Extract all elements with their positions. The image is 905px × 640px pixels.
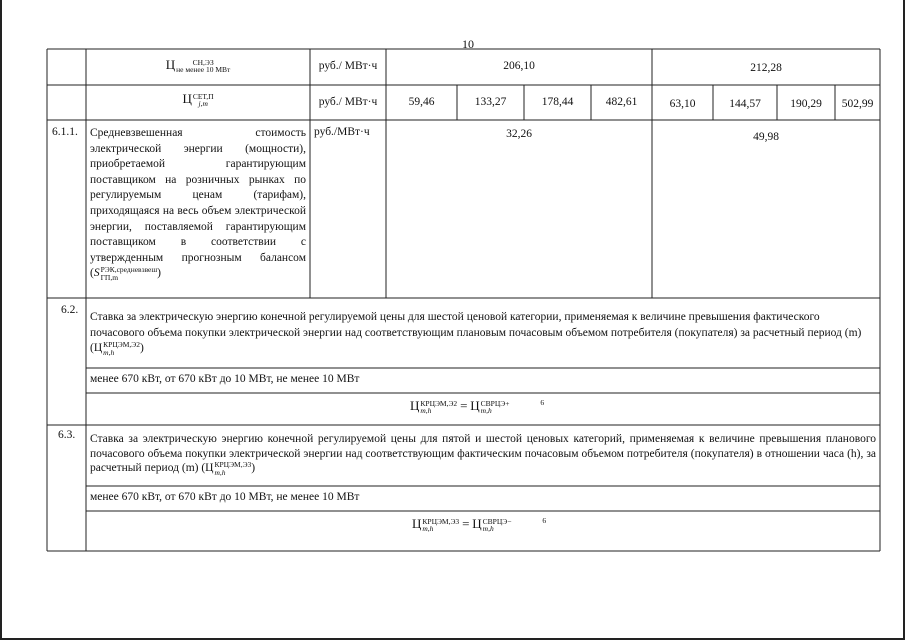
set-value-a4: 482,61	[605, 96, 638, 108]
row-number-63: 6.3.	[58, 429, 76, 441]
description-62-text: Ставка за электрическую энергию конечной регулируемой цены для шестой ценовой категории, применяемая к величине превышения фактического почасового объема покупки электрической энергии над соответствующим плановым почасовым объемом потребителя (покупателя) за расчетный период (m) (	[90, 311, 862, 355]
formula-62-left-sub: m,h	[420, 406, 432, 416]
description-63-text: Ставка за электрическую энергию конечной регулируемой цены для пятой и шестой ценовых категорий, применяемая к величине превышения планового почасового объема покупки электрической энергии над соответствующим фактическим почасовым объемом потребителя (покупателя) в отношении часа (h), за расчетный период (m) (	[90, 433, 876, 475]
set-symbol	[87, 91, 309, 108]
sn-symbol-sup: СН,ЭЗ	[192, 57, 214, 67]
description-62: Ставка за электрическую энергию конечной регулируемой цены для шестой ценовой категории, применяемая к величине превышения фактического почасового объема покупки электрической энергии над соответствующим плановым почасовым объемом потребителя (покупателя) за расчетный период (m) (Ц КРЦЭМ,Э2 m,h )	[90, 311, 862, 357]
set-symbol-sub: j,m	[198, 99, 208, 109]
set-value-b2: 144,57	[729, 98, 761, 110]
description-611: Средневзвешенная стоимость электрической энергии (мощности), приобретаемой гарантирующим поставщиком на розничных рынках по регулируемым ценам (тарифам), приходящаяся на весь объем электрической энергии, поставляемой гарантирующим поставщиком в соответствии с утвержденным прогнозным балансом (S РЭК,средневзвеш ГП,m )	[90, 127, 306, 282]
formula-62-eq: =	[460, 398, 468, 413]
description-611-text: Средневзвешенная стоимость электрической энергии (мощности), приобретаемой гарантирующим поставщиком на розничных рынках по регулируемым ценам (тарифам), приходящаяся на весь объем электрической энергии, поставляемой гарантирующим поставщиком в соответствии с утвержденным прогнозным балансом	[90, 127, 306, 264]
description-62-symbol-sub: m,h	[103, 347, 115, 357]
set-value-a3: 178,44	[541, 96, 574, 108]
sn-value-b: 212,28	[750, 62, 782, 74]
formula-63-left-sub: m,h	[422, 524, 434, 534]
formula-62-left-main: Ц	[410, 398, 420, 413]
formula-62-right-sup: СВРЦЭ+	[480, 398, 510, 408]
row-number-611: 6.1.1.	[52, 126, 78, 138]
sn-symbol-sub: не менее 10 МВт	[176, 65, 231, 75]
formula-63-right-sup: СВРЦЭ−	[482, 516, 512, 526]
set-symbol-main: Ц	[182, 91, 192, 106]
sn-symbol-main: Ц	[165, 57, 176, 72]
set-value-a2: 133,27	[474, 96, 507, 108]
formula-62-ref: 6	[540, 398, 545, 407]
set-value-b4: 502,99	[841, 98, 874, 110]
value-611-a: 32,26	[506, 128, 532, 140]
formula-63-right-sub: m,h	[482, 524, 494, 534]
sn-symbol	[87, 57, 309, 74]
set-symbol-sup: СЕТ,П	[192, 91, 214, 101]
set-value-a1: 59,46	[408, 96, 435, 108]
description-63-symbol-sub: m,h	[214, 467, 226, 477]
description-611-symbol-sup: РЭК,средневзвеш	[100, 265, 158, 275]
description-63-symbol-sup: КРЦЭМ,Э3	[214, 460, 252, 469]
formula-62-right-sub: m,h	[480, 406, 492, 416]
formula-62-left-sup: КРЦЭМ,Э2	[420, 398, 458, 408]
formula-63-left-sup: КРЦЭМ,Э3	[422, 516, 460, 526]
unit-611: руб./МВт·ч	[314, 126, 370, 138]
formula-63-ref: 6	[542, 516, 547, 525]
set-value-b3: 190,29	[790, 98, 822, 110]
description-63: Ставка за электрическую энергию конечной регулируемой цены для пятой и шестой ценовых категорий, применяемая к величине превышения планового почасового объема покупки электрической энергии над соответствующим фактическим почасовым объемом потребителя (покупателя) в отношении часа (h), за расчетный период (m) (Ц КРЦЭМ,Э3 m,h )	[90, 433, 876, 477]
description-62-symbol-sup: КРЦЭМ,Э2	[103, 340, 140, 349]
description-611-symbol-main: S	[93, 267, 100, 280]
sn-value-a: 206,10	[503, 60, 535, 72]
formula-62-right-main: Ц	[470, 398, 480, 413]
set-unit: руб./ МВт·ч	[318, 96, 378, 108]
formula-63-left-main: Ц	[412, 516, 422, 531]
subheader-63: менее 670 кВт, от 670 кВт до 10 МВт, не менее 10 МВт	[90, 491, 360, 503]
value-611-b: 49,98	[753, 131, 779, 143]
row-number-62: 6.2.	[61, 304, 79, 316]
set-value-b1: 63,10	[669, 98, 696, 110]
formula-63-eq: =	[462, 516, 470, 531]
page-number: 10	[462, 37, 474, 51]
description-611-symbol-sub: ГП,m	[100, 272, 119, 282]
scan-edge-left	[0, 0, 2, 640]
formula-63	[412, 516, 546, 533]
sn-unit: руб./ МВт·ч	[318, 60, 378, 72]
description-63-symbol-main: Ц	[205, 462, 214, 475]
formula-63-right-main: Ц	[472, 516, 482, 531]
description-62-symbol-main: Ц	[93, 342, 103, 355]
subheader-62: менее 670 кВт, от 670 кВт до 10 МВт, не менее 10 МВт	[90, 373, 360, 385]
formula-62	[410, 398, 544, 415]
